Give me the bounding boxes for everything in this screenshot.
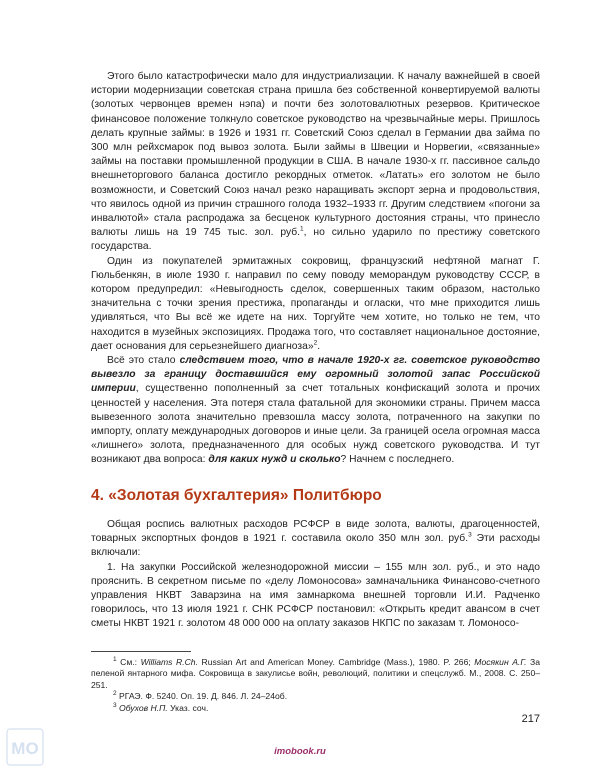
body-text-bottom: [91, 518, 540, 632]
paragraph: [91, 561, 540, 632]
footnote: [91, 703, 540, 714]
text-run: Один из покупателей эрмитажных сокровищ, французский нефтяной магнат Г. Гюльбенкян, в июле 1930 г. направил по сему поводу меморандум руководству СССР, в котором предупредил: «Невыгодность сделок, совершенных таким образом, настолько значительна с точки зрения престижа, пропаганды и огласки, что мне приходится лишь удивляться, что Вы всё же идете на них. Торгуйте чем хотите, но только не тем, что находится в музейных экспозициях. Продажа того, что составляет национальное достояние, дает основания для серьезнейшего диагноза»: [91, 255, 540, 352]
footnote-marker: 3: [468, 531, 472, 539]
text-run: ? Начнем с последнего.: [340, 454, 455, 466]
emphasis: следствием того, что в начале 1920-х гг. советское руководство вывезло за границу доставшийся ему огромный золотой запас Российской империи: [91, 355, 540, 395]
text-run: Всё это стало: [107, 355, 180, 367]
text-run: Эти расходы включали:: [91, 533, 540, 559]
svg-text:МО: МО: [11, 739, 39, 758]
paragraph: [91, 518, 540, 561]
text-run: Указ. соч.: [167, 702, 209, 713]
author-name: Williams R.Ch.: [140, 657, 198, 667]
footnote-marker: 2: [313, 339, 318, 347]
body-text-top: [91, 70, 540, 468]
text-run: РГАЭ. Ф. 5240. Оп. 19. Д. 846. Л. 24–24об.: [116, 691, 288, 702]
site-url-link[interactable]: imobook.ru: [274, 746, 326, 757]
footnote-marker: 3: [113, 701, 117, 709]
text-run: За пеленой янтарного мифа. Сокровища в закулисье войн, революций, политики и спецслужб. М., 2008. С. 250–251.: [91, 657, 541, 690]
author-name: Мосякин А.Г.: [474, 657, 527, 667]
text-run: См.:: [116, 657, 141, 667]
footnote-marker: 2: [113, 690, 117, 698]
page-number: 217: [521, 713, 540, 725]
text-run: Russian Art and American Money. Cambridge (Mass.), 1980. P. 266;: [197, 657, 475, 667]
footnote: [91, 657, 540, 691]
paragraph: [91, 70, 540, 255]
footnotes: [91, 657, 540, 714]
text-run: , но сильно ударило по престижу советского государства.: [91, 227, 540, 253]
text-run: Общая роспись валютных расходов РСФСР в виде золота, валюты, драгоценностей, товарных экспортных фондов в 1921 г. составила около 350 млн зол. руб.: [91, 519, 540, 545]
paragraph: [91, 354, 540, 468]
footnote: [91, 691, 540, 702]
emphasis: для каких нужд и сколько: [208, 454, 341, 466]
text-run: , существенно пополненный за счет тотальных конфискаций золота и прочих ценностей у населения. Эта потеря стала фатальной для экономики страны. Причем масса вывезенного золота значительно превзошла массу золота, потраченного на закупки по импорту, оплату международных договоров и иные цели. За границей осела огромная масса «лишнего» золота, предназначенного для особых нужд советского руководства. И тут возникают два вопроса:: [91, 383, 540, 466]
text-run: .: [317, 340, 321, 352]
publisher-logo-icon: [6, 728, 44, 766]
footnote-marker: 1: [300, 225, 304, 233]
paragraph: [91, 255, 540, 354]
author-name: Обухов Н.П.: [119, 702, 168, 713]
text-run: 1. На закупки Российской железнодорожной миссии – 155 млн зол. руб., и это надо прояснить. В секретном письме по «делу Ломоносова» замначальника Финансово-счетного управления НКВТ Заварзина на имя замнаркома внешней торговли И.И. Радченко говорилось, что 13 июля 1921 г. СНК РСФСР постановил: «Открыть кредит авансом в счет сметы НКВТ 1921 г. золотом 48 000 000 на оплату заказов НКПС по заказам т. Ломоносо-: [91, 561, 540, 630]
text-run: Этого было катастрофически мало для индустриализации. К началу важнейшей в своей истории модернизации советская страна пришла без собственной конвертируемой валюты (золотых червонцев времен нэпа) и почти без золотовалютных резервов. Критическое финансовое положение толкнуло советское руководство на чрезвычайные меры. Пришлось делать крупные займы: в 1926 и 1931 гг. Советский Союз сделал в Германии два займа по 300 млн рейхсмарок под вывоз золота. Были займы в Швеции и Норвегии, «связанные» займы на поставки промышленной продукции в США. В начале 1930-х гг. пассивное сальдо внешнеторгового баланса достигло рекордных отметок. «Латать» его золотом не было возможности, и Советский Союз начал резко наращивать экспорт зерна и продовольствия, что явилось одной из причин страшного голода 1932–1933 гг. Другим следствием «погони за инвалютой» стала распродажа за бесценок культурного достояния страны, что принесло валюты лишь на 19 745 тыс. зол. руб.: [91, 71, 540, 239]
footnote-divider: [91, 651, 191, 652]
footnote-marker: 1: [113, 656, 117, 664]
chapter-heading: 4. «Золотая бухгалтерия» Политбюро: [91, 487, 382, 504]
